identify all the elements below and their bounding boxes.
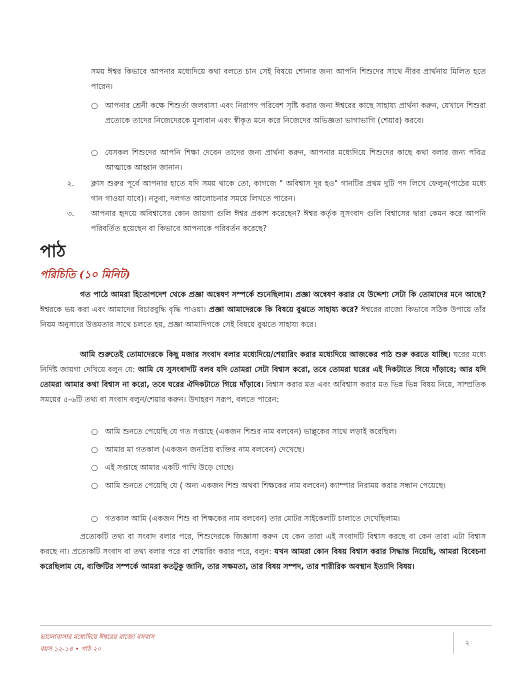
list-number: ২. (67, 179, 75, 188)
text: বিশ্বাস করার মত এবং অবিশ্বাস করার মত ভিন্ন ভিন্ন বিষয় নিয়ে, সাম্প্রতিক সময়ের ৫-৬টি তথ্য বা সংবাদ বলুন/শেয়ার করুন। উদাহরণ সরূপ, বলতে পারেন: (40, 380, 486, 404)
text: ঘরের মধ্যে নির্দিষ্ট জায়গা দেখিয়ে বলুন যে: (40, 350, 486, 374)
bullet-circle-icon: ○ (91, 148, 98, 157)
bullet-text: আমার মা গতকাল (একজন জনপ্রিয় ব্যক্তির নাম বলবেন) দেখেছে। (105, 445, 305, 454)
bullet-text: গতকাল আমি (একজন শিশু বা শিক্ষকের নাম বলবেন) তার মোটর সাইকেলটি চালাতে দেখেছিলাম। (105, 514, 401, 523)
section-heading: পাঠ (40, 242, 66, 262)
bullet-circle-icon: ○ (91, 445, 98, 454)
bullet-item (91, 460, 486, 475)
intro-paragraph: সময় ঈশ্বর কিভাবে আপনার মধ্যেদিয়ে কথা বলতে চান সেই বিষয়ে শোনার জন্য আপনি শিশুদের সাথে নীরব প্রার্থনায় মিলিত হতে পারেন। (91, 67, 486, 91)
text: প্রত্যেকটি তথ্য বা সংবাদ বলার পরে, শিশুদেরকে জিজ্ঞাসা করুন যে কেন তারা এই সংবাদটি বিশ্বাস করছে বা কেন তারা এটা বিশ্বাস করছে না। প্রত্যেকটি সংবাদ বা তথ্য বলার পরে বা শেয়ারিং করার পরে, বলুন: (40, 532, 486, 556)
bullet-item (91, 478, 486, 493)
bullet-item (91, 511, 486, 526)
bullet-text: আমি শুনতে পেয়েছি যে গত সপ্তাহে (একজন শিশুর নাম বলবেন) ভাল্লুকের সাথে লড়াই করেছিল। (105, 427, 397, 436)
bullet-circle-icon: ○ (91, 463, 98, 472)
footer-divider (453, 632, 454, 654)
bullet-item (91, 442, 486, 457)
bold-text: আমি যে সুসংবাদটি বলব যদি তোমরা সেটা বিশ্বাস করো, তবে তোমরা ঘরের এই দিকটাতে গিয়ে দাঁড়াবে; আর যদি তোমরা আমার কথা বিশ্বাস না করো, তবে ঘরের ঐদিকটাতে গিয়ে দাঁড়াবে। (40, 365, 486, 389)
bold-text: প্রজ্ঞা আমাদেরকে কি বিষয়ে বুঝতে সাহায্য করে? (205, 305, 359, 314)
bullet-text: এই সপ্তাহে আমার একটি পাখি উড়ে গেছে। (105, 463, 234, 472)
section-subheading: পরিচিতি (১০ মিনিট) (40, 269, 131, 281)
bullet-text: আপনার শ্রেনী কক্ষে শিশুর্তা জলবাসা এবং নিরাপদ পরিবেশ সৃষ্টি করার জন্য ঈশ্বরের কাছে সাহায্য প্রার্থনা করুন, যেখানে শিশুরা প্রত্যেকে তাদের নিজেদেরকে মূল্যবান এবং স্বীকৃত মনে করে নিজেদের অভিজ্ঞতা ভাগাভাগি (শেয়ার) করবে। (105, 101, 486, 125)
footer-subtitle: বয়স ১২-১৪ • পাঠ ২০ (40, 645, 102, 653)
bullet-item (91, 145, 486, 175)
bullet-text: যেসকল শিশুদের আপনি শিক্ষা দেবেন তাদের জন্য প্রার্থনা করুন, আপনার মধ্যেদিয়ে শিশুদের কাছে কথা বলার জন্য পবিত্র আত্মাকে আহ্বান জানান। (105, 148, 486, 172)
paragraph-activity (40, 347, 486, 407)
text: ঈশ্বরকে ভয় করা এবং আমাদের বিচারবুদ্ধি বৃদ্ধি পাওয়া। (40, 305, 206, 314)
footer-title: ভালোবাসার মধ্যেদিয়ে ঈশ্বরের রাজ্যে বসবাস (40, 633, 155, 641)
paragraph-intro (40, 287, 486, 332)
page-number: ২ (465, 639, 470, 647)
bullet-circle-icon: ○ (91, 514, 98, 523)
bold-text: গত পাঠে আমরা হিতোপদেশ থেকে প্রজ্ঞা অন্বেষণ সম্পর্কে শুনেছিলাম। প্রজ্ঞা অন্বেষণ করার যে উদ্দেশ্য সেটা কি তোমাদের মনে আছে? (80, 290, 486, 299)
bullet-circle-icon: ○ (91, 101, 98, 110)
numbered-item-text: ক্লাস শুরুর পূর্বে আপনার হাতে যদি সময় থাকে তো, কাগজে " অবিশ্বাস দূর হও" গানটির প্রথম দুটি পদ লিখে ফেলুন(পাঠের মধ্যে গান গাওয়া যাবে)। নতুবা, দলগত আলোচনার সময়ে লিখতে পারেন। (91, 179, 486, 203)
bullet-circle-icon: ○ (91, 481, 98, 490)
bullet-circle-icon: ○ (91, 427, 98, 436)
bullet-item (91, 424, 486, 439)
text: ঈশ্বরের রাজ্যে কিভাবে সঠিক উপায়ে তাঁর নিয়ম অনুসারে উত্তমতার সাথে চলতে হয়, প্রজ্ঞা আমাদিগকে সেই বিষয়ে বুঝতে সাহায্য করে। (40, 305, 486, 329)
bullet-text: আমি শুনতে পেয়েছি যে ( অন্য একজন শিশু অথবা শিক্ষকের নাম বলবেন) ক্যাম্পার নিরাময় করার সন্ধান পেয়েছে। (105, 481, 446, 490)
numbered-item-text: আপনার হৃদয়ে অবিশ্বাসের কোন জায়গা গুলি ঈশ্বর প্রকাশ করেছেন? ঈশ্বর কর্তৃক সুসংবাদ গুলি বিশ্বাসের দ্বারা কেমন করে আপনি পরিবর্তিত হয়েছেন বা কিভাবে আপনাকে পরিবর্তন করেছে? (91, 209, 486, 233)
list-number: ৩. (67, 209, 75, 218)
paragraph-discussion (40, 529, 486, 574)
bullet-item (91, 98, 486, 128)
bold-text: আমি শুরুতেই তোমাদেরকে কিছু মজার সংবাদ বলার মধ্যেদিয়ে/শেয়ারিং করার মধ্যেদিয়ে আজকের পাঠ শুরু করতে যাচ্ছি। (80, 350, 451, 359)
bold-text: যখন আমরা কোন বিষয় বিশ্বাস করার সিদ্ধান্ত নিয়েছি, আমরা বিবেচনা করেছিলাম যে, ব্যক্তিটির সম্পর্কে আমরা কতটুকু জানি, তার সক্ষমতা, তার বিষয় সম্পদ, তার শারীরিক অবস্থান ইত্যাদি বিষয়। (40, 547, 486, 571)
footer-rule (40, 625, 492, 626)
